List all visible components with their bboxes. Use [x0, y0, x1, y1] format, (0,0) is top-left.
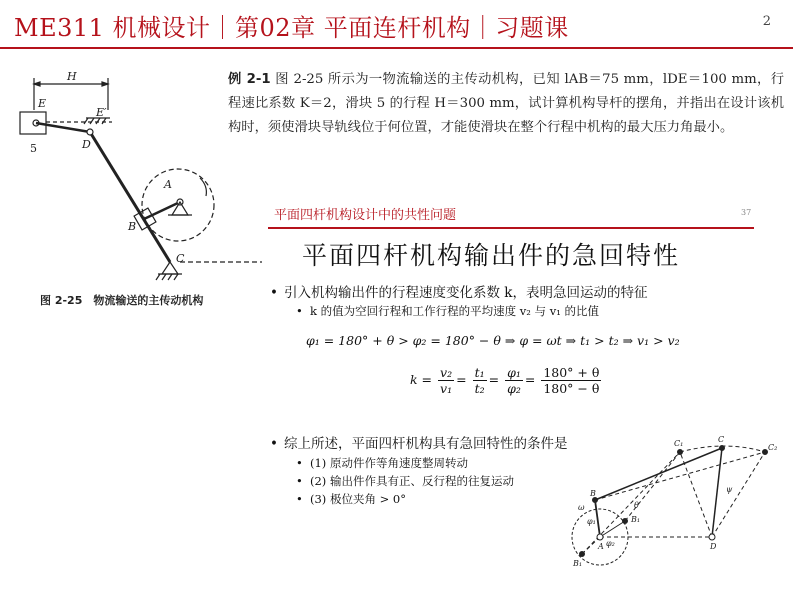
page-number: 2	[762, 14, 771, 29]
label-a: A	[598, 542, 604, 551]
example-problem	[228, 68, 784, 140]
label-phi2: φ₂	[606, 539, 615, 548]
section-rule	[268, 227, 754, 229]
condition-item: • (3) 极位夹角 > 0°	[296, 492, 406, 506]
section-title: 平面四杆机构输出件的急回特性	[302, 241, 681, 270]
label-b: B	[128, 220, 137, 233]
bullet-item: • 综上所述，平面四杆机构具有急回特性的条件是	[270, 436, 568, 452]
label-c: C	[176, 252, 185, 265]
label-d: D	[710, 542, 717, 551]
figure-caption: 图 2-25 物流输送的主传动机构	[40, 294, 204, 307]
label-b: B	[590, 489, 596, 498]
formula-phi: φ₁ = 180° + θ > φ₂ = 180° − θ ⇒ φ = ωt ⇒ t₁ > t₂ ⇒ v₁ > v₂	[306, 333, 680, 348]
four-bar-diagram	[555, 432, 793, 595]
label-psi: ψ	[726, 485, 733, 494]
header-rule	[0, 47, 793, 49]
link-ed	[36, 123, 90, 132]
example-text: 图 2-25 所示为一物流输送的主传动机构，已知 lAB＝75 mm，lDE＝100 mm，行程速比系数 K＝2，滑块 5 的行程 H＝300 mm，试计算机构导杆的摆角，并指出在设计该机构时，须使滑块导轨线位于何位置，才能使滑块在整个行程中机构的最大压力角最小。	[228, 72, 784, 135]
label-c1: C₁	[674, 439, 684, 448]
label-5: 5	[30, 142, 37, 155]
label-h: H	[67, 70, 77, 83]
label-b1-right: B₁	[631, 515, 641, 524]
condition-item: • (2) 输出件作具有正、反行程的往复运动	[296, 474, 514, 488]
section-subheader: 平面四杆机构设计中的共性问题	[274, 208, 457, 223]
label-a: A	[164, 178, 172, 191]
label-d: D	[82, 138, 91, 151]
example-label: 例 2-1	[228, 72, 271, 87]
sub-bullet-item: • k 的值为空回行程和工作行程的平均速度 v₂ 与 v₁ 的比值	[296, 304, 599, 318]
formula-k: k = $\frac{\text{v₂}}{\text{v₁}}$ = $\frac{\text{t₁}}{\text{t₂}}$ = $\frac{\text{φ₁}}{\text{φ₂}}$ = $\frac{180^\circ + \theta}{180^\circ - \theta}$	[410, 365, 600, 396]
label-c2: C₂	[768, 443, 778, 452]
guide-bar	[90, 132, 170, 262]
section-page-number: 37	[741, 208, 752, 217]
bullet-item: • 引入机构输出件的行程速度变化系数 k，表明急回运动的特征	[270, 285, 648, 301]
label-phi1: φ₁	[587, 517, 596, 526]
label-e: E	[38, 97, 47, 110]
label-b1-lower: B₁	[573, 559, 583, 568]
slide-title: ME311 机械设计｜第02章 平面连杆机构｜习题课	[14, 14, 569, 42]
label-c: C	[718, 435, 725, 444]
label-theta: θ	[634, 501, 639, 510]
label-eprime: E′	[96, 106, 107, 119]
label-omega: ω	[578, 503, 585, 512]
coupler-bc	[595, 448, 722, 500]
condition-item: • (1) 原动件作等角速度整周转动	[296, 456, 468, 470]
